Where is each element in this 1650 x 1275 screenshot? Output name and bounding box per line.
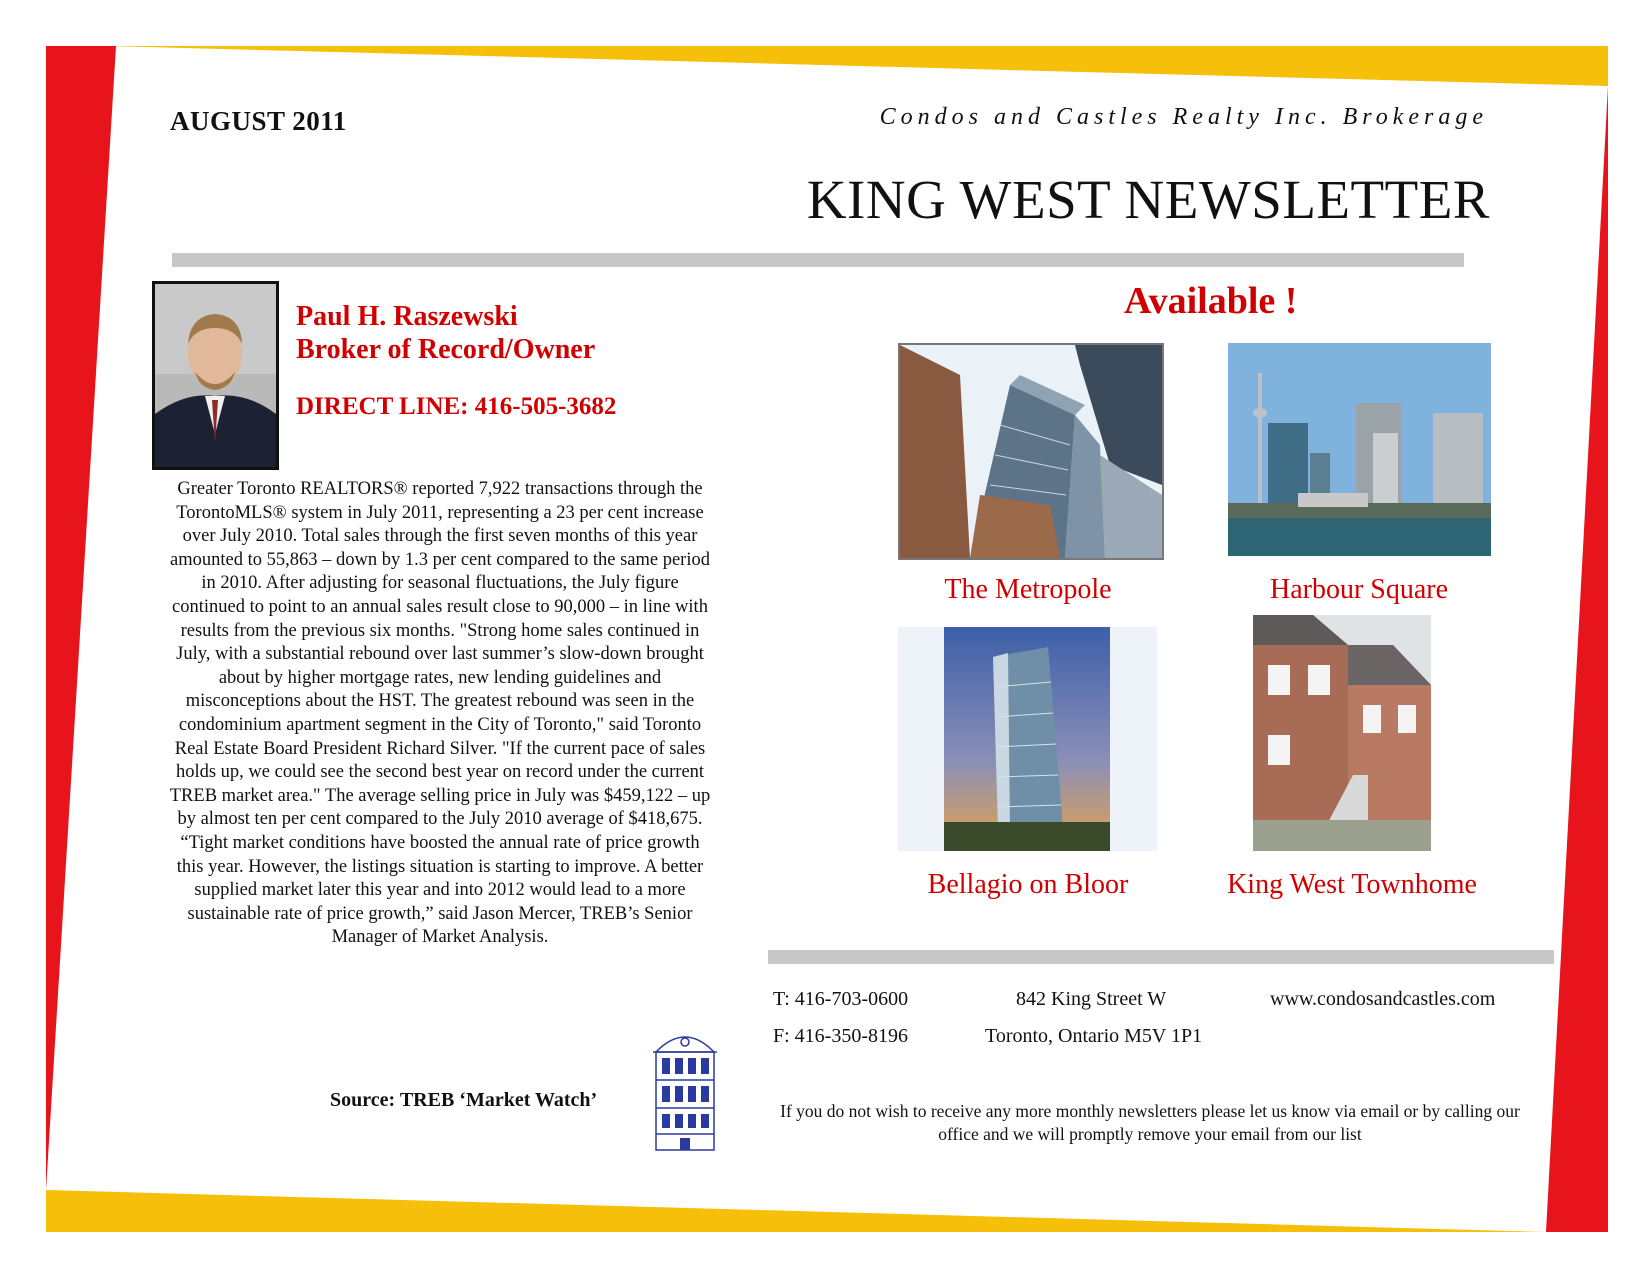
contact-website[interactable]: www.condosandcastles.com	[1270, 988, 1496, 1010]
listing-photo-king-west-townhome[interactable]	[1253, 615, 1431, 851]
contact-street: 842 King Street W	[1016, 988, 1167, 1010]
contact-city: Toronto, Ontario M5V 1P1	[985, 1025, 1203, 1047]
article-source: Source: TREB ‘Market Watch’	[330, 1089, 598, 1111]
agent-photo	[152, 281, 279, 470]
header-divider	[172, 253, 1464, 267]
agent-name: Paul H. Raszewski	[296, 301, 518, 332]
listing-label-bellagio[interactable]: Bellagio on Bloor	[927, 869, 1129, 900]
building-logo-icon	[650, 1022, 720, 1152]
agent-name-block	[296, 300, 595, 366]
frame-left-red	[46, 46, 116, 1190]
brokerage-name: Condos and Castles Realty Inc. Brokerage	[879, 104, 1488, 130]
contact-divider	[768, 950, 1554, 964]
frame-top-yellow	[110, 46, 1608, 86]
listing-photo-bellagio[interactable]	[898, 627, 1157, 851]
listing-label-harbour-square[interactable]: Harbour Square	[1269, 574, 1449, 605]
agent-role: Broker of Record/Owner	[296, 334, 596, 365]
article-body: Greater Toronto REALTORS® reported 7,922 transactions through the TorontoMLS® system in July 2011, representing a 23 per cent increase over July 2010. Total sales through the first seven months of this year amounted to 55,863 – down by 1.3 per cent compared to the same period in 2010. After adjusting for seasonal fluctuations, the July figure continued to point to an annual sales result close to 90,000 – in line with results from the previous six months. "Strong home sales continued in July, with a substantial rebound over last summer’s slow-down brought about by higher mortgage rates, new lending guidelines and misconceptions about the HST. The greatest rebound was seen in the condominium apartment segment in the City of Toronto," said Toronto Real Estate Board President Richard Silver. "If the current pace of sales holds up, we could see the second best year on record under the current TREB market area." The average selling price in July was $459,122 – up by almost ten per cent compared to the July 2010 average of $418,675. “Tight market conditions have boosted the annual rate of price growth this year. However, the listings situation is starting to improve. A better supplied market later this year and into 2012 would lead to a more sustainable rate of price growth,” said Jason Mercer, TREB’s Senior Manager of Market Analysis.	[169, 479, 711, 948]
direct-line: DIRECT LINE: 416-505-3682	[296, 393, 617, 420]
contact-phone: T: 416-703-0600	[773, 988, 909, 1010]
frame-bottom-yellow	[46, 1190, 1546, 1232]
listing-photo-metropole[interactable]	[898, 343, 1164, 560]
issue-date: AUGUST 2011	[170, 106, 347, 136]
listings-heading: Available !	[1124, 280, 1298, 322]
listing-photo-harbour-square[interactable]	[1228, 343, 1491, 556]
listing-label-king-west-townhome[interactable]: King West Townhome	[1227, 869, 1477, 900]
listing-label-metropole[interactable]: The Metropole	[944, 574, 1112, 605]
unsubscribe-notice: If you do not wish to receive any more monthly newsletters please let us know via email or by calling our office and we will promptly remove your email from our list	[780, 1101, 1520, 1144]
newsletter-title: KING WEST NEWSLETTER	[806, 169, 1490, 230]
frame-right-red	[1546, 86, 1608, 1232]
contact-fax: F: 416-350-8196	[773, 1025, 908, 1047]
